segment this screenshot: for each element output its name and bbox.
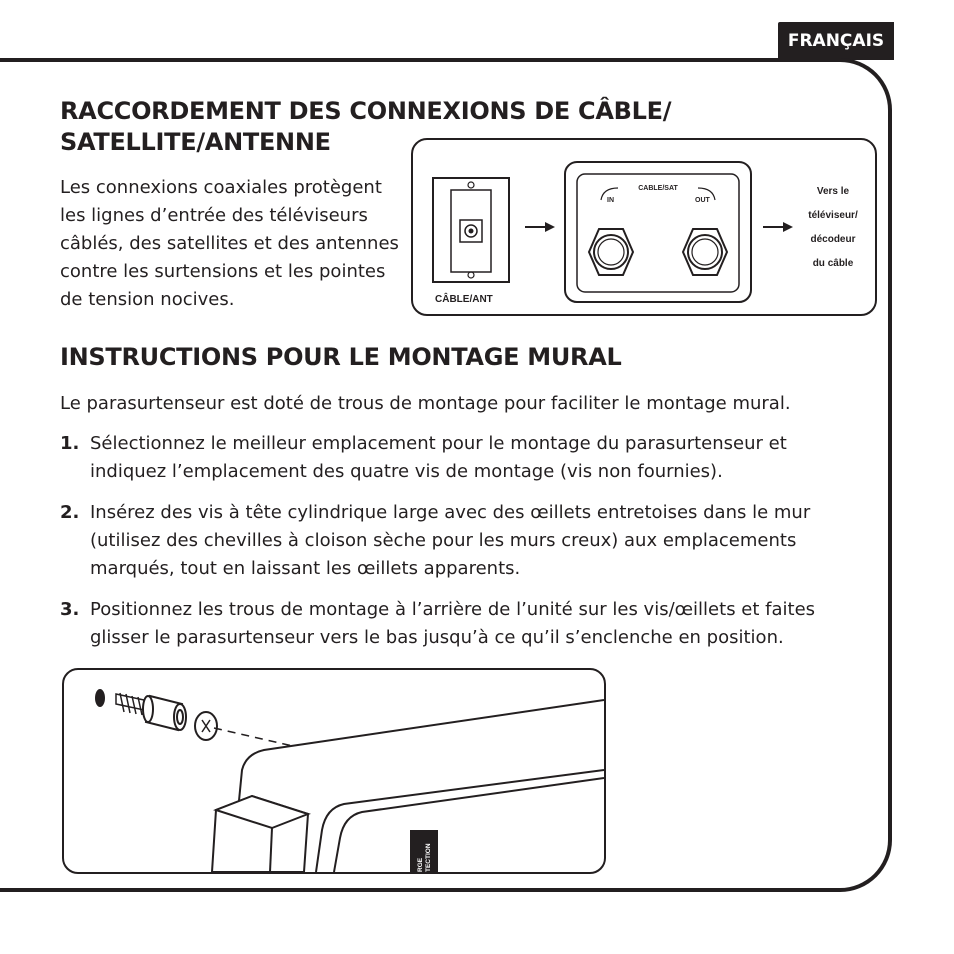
port-out-label: OUT <box>695 197 710 204</box>
title-line-1: RACCORDEMENT DES CONNEXIONS DE CÂBLE/ <box>60 97 672 125</box>
wall-mount-intro: Le parasurtenseur est doté de trous de montage pour faciliter le montage mural. <box>60 393 791 414</box>
dest-label-line-2: téléviseur/ <box>808 210 858 221</box>
device-label-tab <box>410 830 438 872</box>
step-number: 2. <box>60 502 80 523</box>
step-text: Sélectionnez le meilleur emplacement pour le montage du parasurtenseur et indiquez l’emplacement des quatre vis de montage (vis non fournies). <box>90 433 787 482</box>
wall-plate-label: CÂBLE/ANT <box>435 294 493 305</box>
port-group-label: CABLE/SAT <box>638 185 678 192</box>
step-item <box>60 596 860 652</box>
port-out-connector-icon <box>683 229 727 275</box>
language-tab: FRANÇAIS <box>778 22 894 60</box>
coax-jack-pin <box>469 229 474 234</box>
port-in-connector-icon <box>589 229 633 275</box>
step-number: 1. <box>60 433 80 454</box>
arrow-right-icon <box>545 222 555 232</box>
step-number: 3. <box>60 599 80 620</box>
arrow-right-icon-2 <box>783 222 793 232</box>
step-item <box>60 430 860 486</box>
screw-head-icon <box>195 712 217 740</box>
mounting-steps-list <box>60 430 860 665</box>
title-line-2: SATELLITE/ANTENNE <box>60 128 331 156</box>
wall-hole-icon <box>95 689 105 707</box>
coax-connection-diagram <box>411 138 877 316</box>
device-label-line-1: RGE <box>417 857 424 872</box>
dest-label-line-3: décodeur <box>810 234 856 245</box>
surge-protector-device <box>212 700 604 872</box>
wall-mount-svg <box>64 670 604 872</box>
wall-mount-illustration <box>62 668 606 874</box>
coax-diagram-svg <box>413 140 875 314</box>
grommet-icon <box>143 696 186 730</box>
step-text: Insérez des vis à tête cylindrique large avec des œillets entretoises dans le mur (utilisez des chevilles à cloison sèche pour les murs creux) aux emplacements marqués, tout en laissant les œillets apparents. <box>90 502 811 579</box>
dest-label-line-1: Vers le <box>816 186 850 197</box>
coax-intro-paragraph: Les connexions coaxiales protègent les lignes d’entrée des téléviseurs câblés, des satellites et des antennes contre les surtensions et les pointes de tension nocives. <box>60 177 399 310</box>
device-label-line-2: TECTION <box>425 843 432 872</box>
step-text: Positionnez les trous de montage à l’arrière de l’unité sur les vis/œillets et faites glisser le parasurtenseur vers le bas jusqu’à ce qu’il s’enclenche en position. <box>90 599 816 648</box>
step-item <box>60 499 860 583</box>
section-title-wall-mount: INSTRUCTIONS POUR LE MONTAGE MURAL <box>60 343 622 371</box>
port-in-label: IN <box>607 197 614 204</box>
screw-thread-icon <box>116 693 144 715</box>
dest-label-line-4: du câble <box>812 258 854 269</box>
